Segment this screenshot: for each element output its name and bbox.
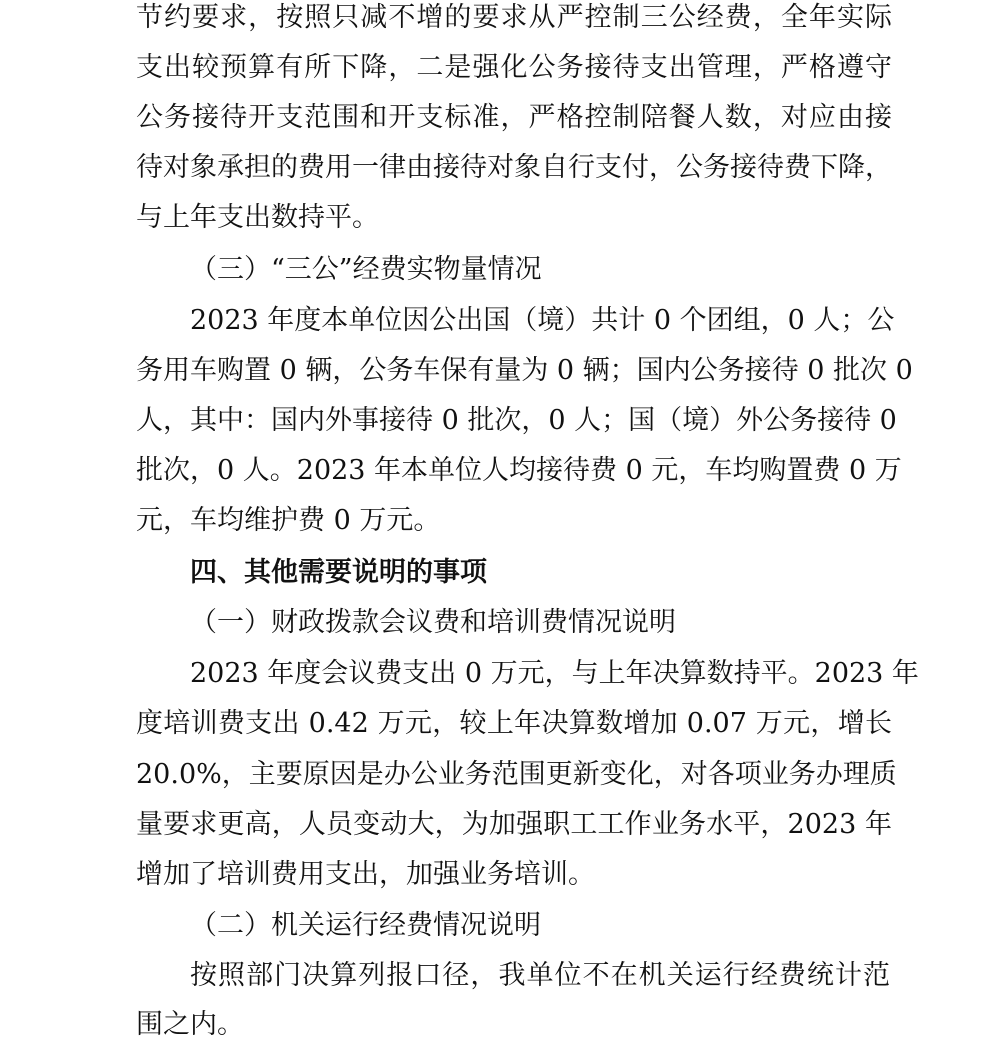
paragraph-line: 围之内。 xyxy=(136,1009,244,1040)
paragraph-line: 量要求更高，人员变动大，为加强职工工作业务水平，2023 年 xyxy=(136,809,892,840)
paragraph-line: 节约要求，按照只减不增的要求从严控制三公经费，全年实际 xyxy=(136,2,892,33)
paragraph-line: 度培训费支出 0.42 万元，较上年决算数增加 0.07 万元，增长 xyxy=(136,708,892,739)
paragraph-line: 元，车均维护费 0 万元。 xyxy=(136,505,441,536)
paragraph-line: 20.0%，主要原因是办公业务范围更新变化，对各项业务办理质 xyxy=(136,759,897,790)
paragraph-line: 待对象承担的费用一律由接待对象自行支付，公务接待费下降， xyxy=(136,152,892,183)
section-subheading: （三）“三公”经费实物量情况 xyxy=(190,254,542,285)
paragraph-line: 支出较预算有所下降，二是强化公务接待支出管理，严格遵守 xyxy=(136,52,892,83)
section-heading: 四、其他需要说明的事项 xyxy=(190,557,487,588)
paragraph-line: 增加了培训费用支出，加强业务培训。 xyxy=(136,859,595,890)
paragraph-line: 公务接待开支范围和开支标准，严格控制陪餐人数，对应由接 xyxy=(136,102,892,133)
paragraph-line: 2023 年度本单位因公出国（境）共计 0 个团组，0 人；公 xyxy=(190,305,895,336)
paragraph-line: 按照部门决算列报口径，我单位不在机关运行经费统计范 xyxy=(190,960,890,991)
paragraph-line: 与上年支出数持平。 xyxy=(136,202,379,233)
section-subheading: （二）机关运行经费情况说明 xyxy=(190,910,541,941)
paragraph-line: 务用车购置 0 辆，公务车保有量为 0 辆；国内公务接待 0 批次 0 xyxy=(136,355,913,386)
section-subheading: （一）财政拨款会议费和培训费情况说明 xyxy=(190,607,676,638)
paragraph-line: 批次，0 人。2023 年本单位人均接待费 0 元，车均购置费 0 万 xyxy=(136,455,902,486)
paragraph-line: 人，其中：国内外事接待 0 批次，0 人；国（境）外公务接待 0 xyxy=(136,405,897,436)
paragraph-line: 2023 年度会议费支出 0 万元，与上年决算数持平。2023 年 xyxy=(190,658,919,689)
